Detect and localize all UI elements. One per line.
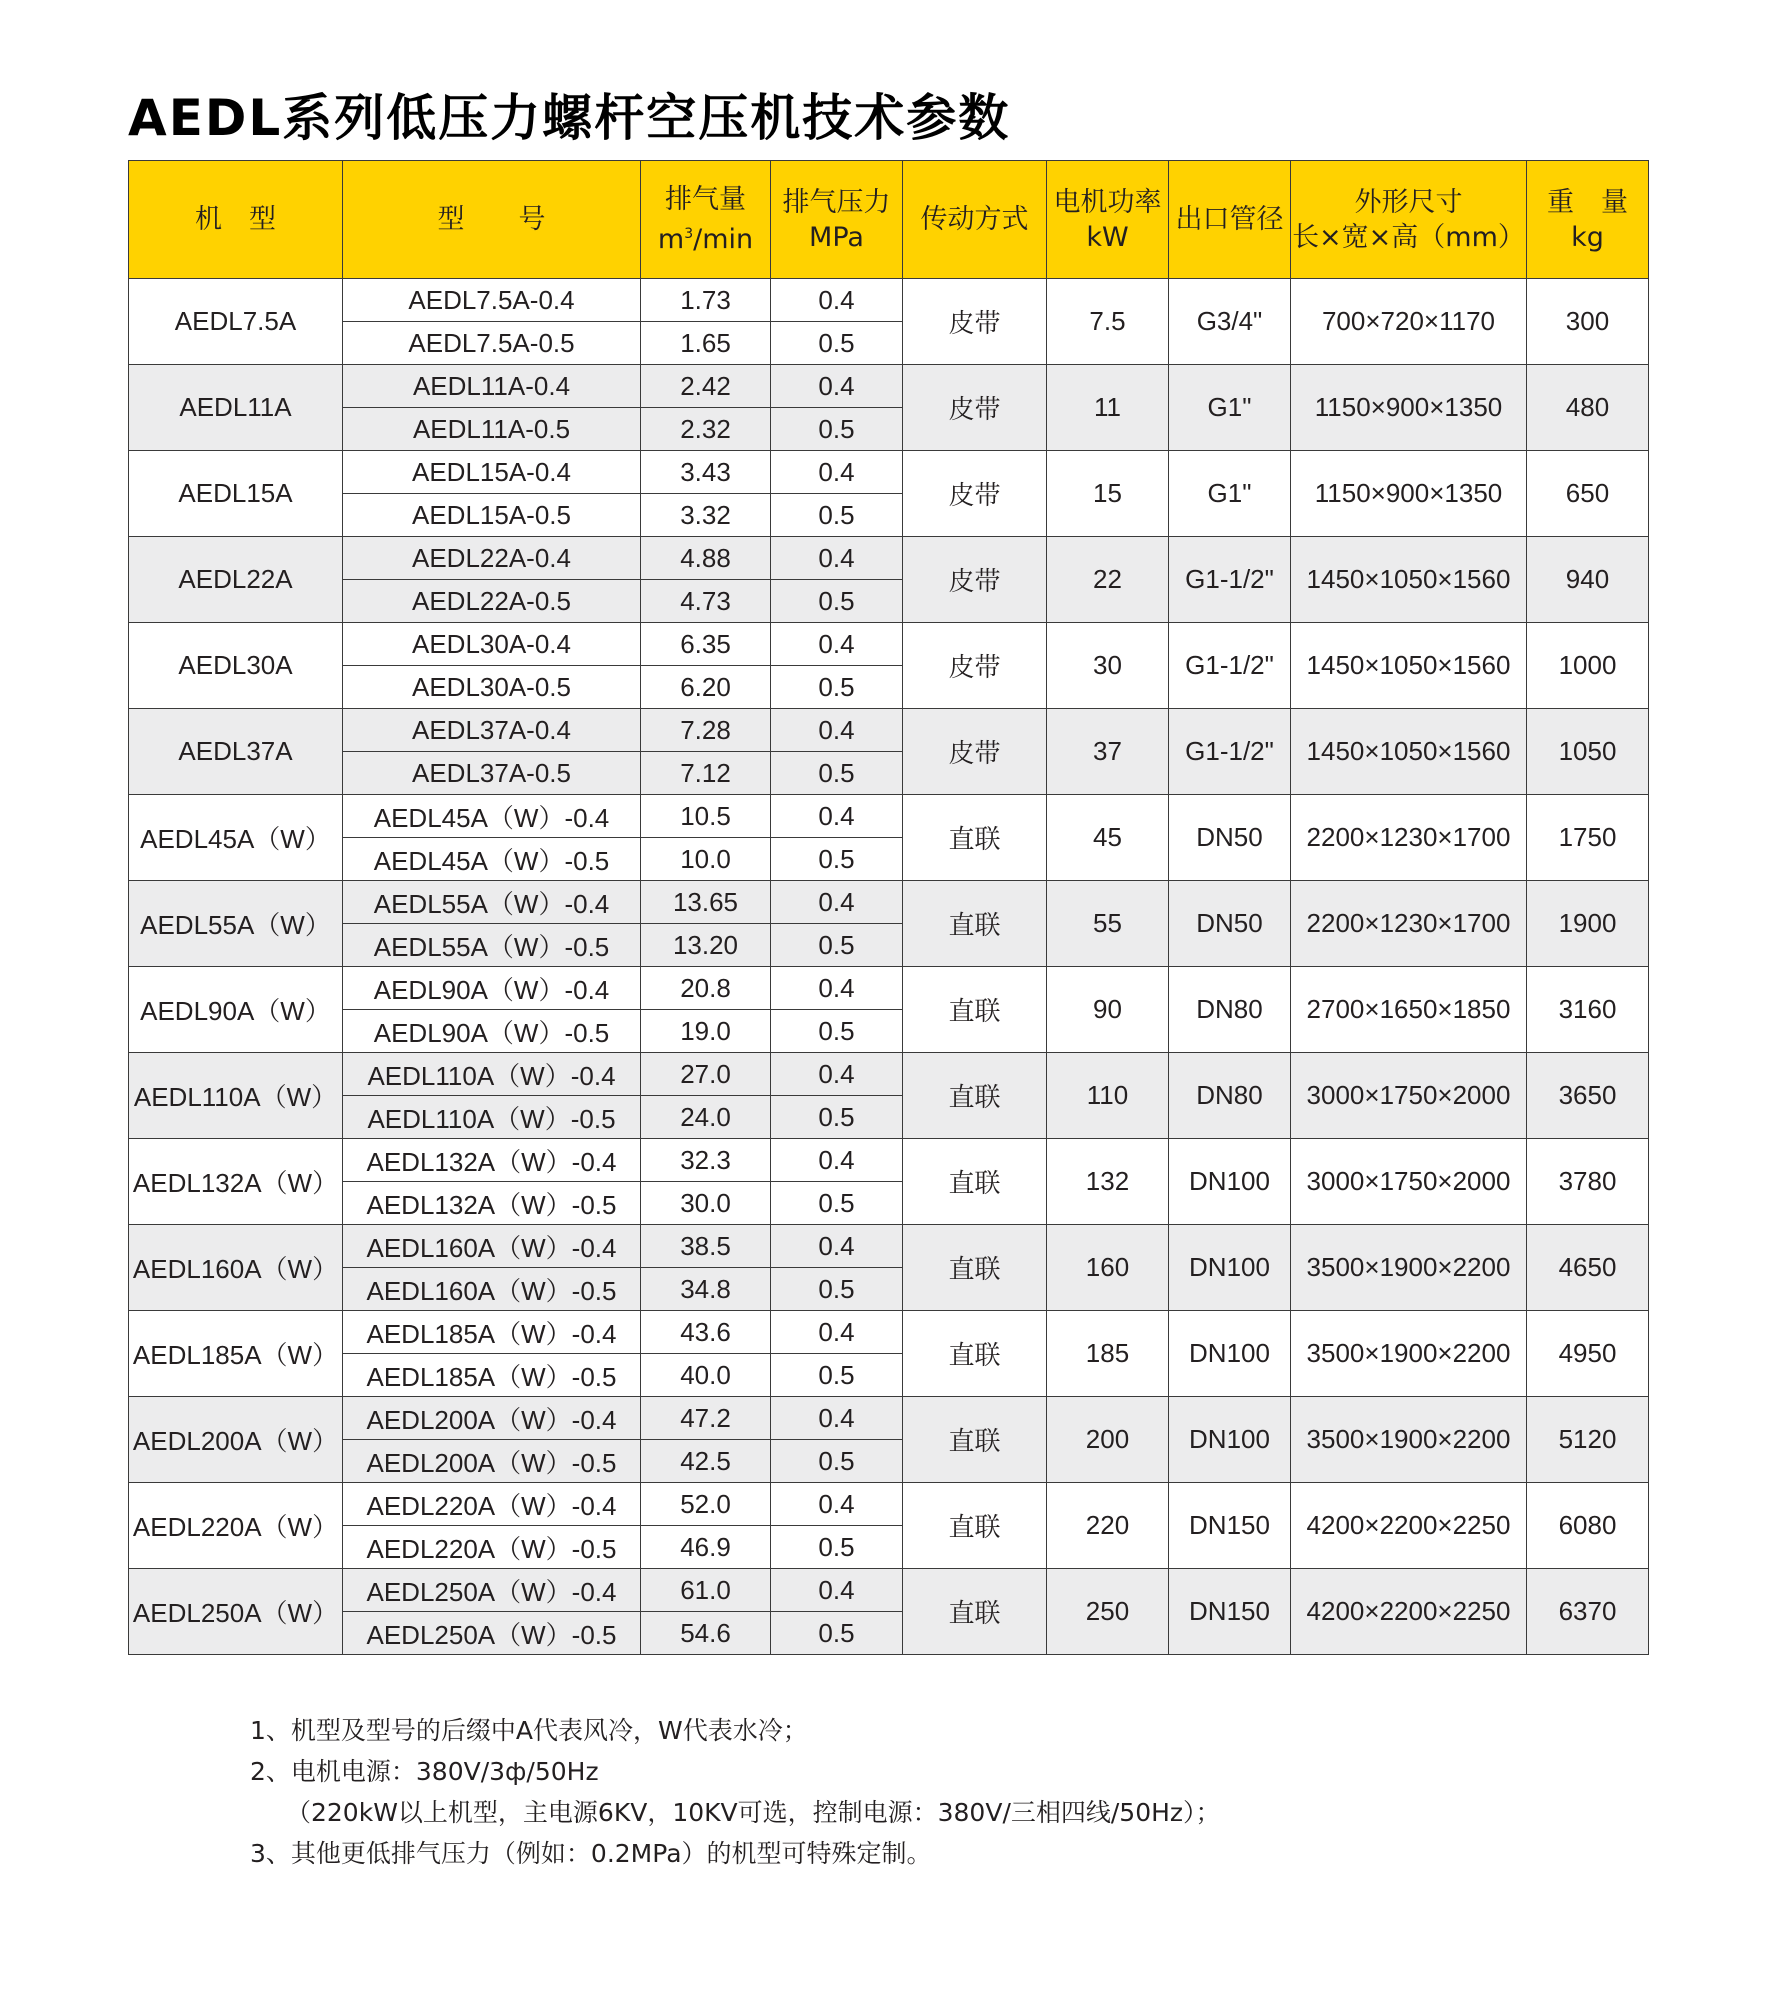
cell-flow: 20.8	[641, 967, 771, 1010]
cell-weight: 940	[1527, 537, 1649, 623]
cell-power: 200	[1047, 1397, 1169, 1483]
cell-weight: 480	[1527, 365, 1649, 451]
cell-flow: 13.20	[641, 924, 771, 967]
table-row	[129, 967, 1649, 1010]
cell-outlet: DN80	[1169, 967, 1291, 1053]
header-machine-label: 机 型	[195, 204, 276, 235]
cell-model: AEDL220A（W）-0.5	[343, 1526, 641, 1569]
cell-pressure: 0.4	[771, 279, 903, 322]
cell-model: AEDL110A（W）-0.5	[343, 1096, 641, 1139]
cell-machine: AEDL45A（W）	[129, 795, 343, 881]
cell-machine: AEDL132A（W）	[129, 1139, 343, 1225]
cell-pressure: 0.5	[771, 752, 903, 795]
cell-model: AEDL185A（W）-0.5	[343, 1354, 641, 1397]
cell-flow: 6.20	[641, 666, 771, 709]
cell-outlet: DN100	[1169, 1311, 1291, 1397]
cell-weight: 6080	[1527, 1483, 1649, 1569]
spec-table-body	[129, 279, 1649, 1655]
header-outlet	[1169, 161, 1291, 279]
cell-outlet: G1"	[1169, 365, 1291, 451]
cell-flow: 2.32	[641, 408, 771, 451]
header-size-label: 外形尺寸	[1354, 186, 1463, 218]
table-row	[129, 1225, 1649, 1268]
cell-power: 15	[1047, 451, 1169, 537]
table-row	[129, 1569, 1649, 1612]
cell-machine: AEDL200A（W）	[129, 1397, 343, 1483]
cell-model: AEDL45A（W）-0.4	[343, 795, 641, 838]
cell-size: 2200×1230×1700	[1291, 795, 1527, 881]
cell-flow: 4.73	[641, 580, 771, 623]
cell-drive: 皮带	[903, 623, 1047, 709]
cell-model: AEDL132A（W）-0.5	[343, 1182, 641, 1225]
cell-flow: 3.32	[641, 494, 771, 537]
cell-weight: 3650	[1527, 1053, 1649, 1139]
cell-drive: 直联	[903, 1397, 1047, 1483]
header-flow-unit-sup: 3	[684, 226, 694, 242]
cell-flow: 52.0	[641, 1483, 771, 1526]
cell-size: 1450×1050×1560	[1291, 623, 1527, 709]
cell-flow: 34.8	[641, 1268, 771, 1311]
cell-flow: 7.12	[641, 752, 771, 795]
cell-power: 45	[1047, 795, 1169, 881]
cell-size: 3000×1750×2000	[1291, 1053, 1527, 1139]
cell-flow: 61.0	[641, 1569, 771, 1612]
cell-pressure: 0.4	[771, 1569, 903, 1612]
header-power-unit: kW	[1086, 221, 1129, 253]
cell-pressure: 0.5	[771, 1354, 903, 1397]
cell-model: AEDL200A（W）-0.5	[343, 1440, 641, 1483]
cell-weight: 1750	[1527, 795, 1649, 881]
table-row	[129, 1311, 1649, 1354]
cell-weight: 1900	[1527, 881, 1649, 967]
cell-model: AEDL7.5A-0.5	[343, 322, 641, 365]
cell-pressure: 0.5	[771, 1182, 903, 1225]
cell-machine: AEDL185A（W）	[129, 1311, 343, 1397]
cell-model: AEDL90A（W）-0.5	[343, 1010, 641, 1053]
cell-flow: 13.65	[641, 881, 771, 924]
cell-model: AEDL55A（W）-0.5	[343, 924, 641, 967]
cell-pressure: 0.5	[771, 666, 903, 709]
cell-machine: AEDL30A	[129, 623, 343, 709]
cell-outlet: DN100	[1169, 1225, 1291, 1311]
cell-machine: AEDL220A（W）	[129, 1483, 343, 1569]
cell-pressure: 0.5	[771, 838, 903, 881]
cell-outlet: G3/4"	[1169, 279, 1291, 365]
cell-outlet: DN80	[1169, 1053, 1291, 1139]
cell-size: 2700×1650×1850	[1291, 967, 1527, 1053]
header-power-label: 电机功率	[1053, 186, 1162, 218]
cell-pressure: 0.5	[771, 1268, 903, 1311]
header-weight-unit: kg	[1571, 221, 1604, 253]
cell-power: 7.5	[1047, 279, 1169, 365]
cell-weight: 650	[1527, 451, 1649, 537]
cell-model: AEDL185A（W）-0.4	[343, 1311, 641, 1354]
cell-machine: AEDL160A（W）	[129, 1225, 343, 1311]
cell-power: 250	[1047, 1569, 1169, 1655]
cell-weight: 3780	[1527, 1139, 1649, 1225]
cell-pressure: 0.4	[771, 709, 903, 752]
cell-model: AEDL45A（W）-0.5	[343, 838, 641, 881]
cell-model: AEDL200A（W）-0.4	[343, 1397, 641, 1440]
cell-power: 110	[1047, 1053, 1169, 1139]
header-flow	[641, 161, 771, 279]
cell-power: 160	[1047, 1225, 1169, 1311]
cell-pressure: 0.5	[771, 494, 903, 537]
note-item: 1、机型及型号的后缀中A代表风冷，W代表水冷；	[250, 1716, 808, 1745]
header-flow-label: 排气量	[665, 184, 746, 215]
cell-outlet: DN50	[1169, 795, 1291, 881]
cell-size: 3500×1900×2200	[1291, 1397, 1527, 1483]
cell-machine: AEDL7.5A	[129, 279, 343, 365]
cell-weight: 1000	[1527, 623, 1649, 709]
cell-power: 37	[1047, 709, 1169, 795]
cell-size: 1450×1050×1560	[1291, 537, 1527, 623]
cell-drive: 皮带	[903, 365, 1047, 451]
table-row	[129, 1139, 1649, 1182]
cell-pressure: 0.5	[771, 1612, 903, 1655]
cell-model: AEDL30A-0.5	[343, 666, 641, 709]
cell-flow: 7.28	[641, 709, 771, 752]
cell-power: 220	[1047, 1483, 1169, 1569]
header-weight-label: 重 量	[1547, 186, 1628, 218]
cell-size: 2200×1230×1700	[1291, 881, 1527, 967]
cell-machine: AEDL55A（W）	[129, 881, 343, 967]
header-machine	[129, 161, 343, 279]
cell-machine: AEDL15A	[129, 451, 343, 537]
cell-weight: 5120	[1527, 1397, 1649, 1483]
cell-model: AEDL7.5A-0.4	[343, 279, 641, 322]
table-row	[129, 623, 1649, 666]
table-row	[129, 881, 1649, 924]
cell-pressure: 0.5	[771, 924, 903, 967]
table-row	[129, 537, 1649, 580]
header-flow-unit-rest: /min	[693, 224, 754, 255]
cell-pressure: 0.4	[771, 537, 903, 580]
note-item: 3、其他更低排气压力（例如：0.2MPa）的机型可特殊定制。	[250, 1839, 932, 1868]
cell-outlet: G1"	[1169, 451, 1291, 537]
cell-pressure: 0.4	[771, 1311, 903, 1354]
cell-flow: 40.0	[641, 1354, 771, 1397]
cell-flow: 1.65	[641, 322, 771, 365]
cell-flow: 54.6	[641, 1612, 771, 1655]
cell-size: 700×720×1170	[1291, 279, 1527, 365]
header-drive-label: 传动方式	[920, 204, 1029, 235]
cell-size: 3000×1750×2000	[1291, 1139, 1527, 1225]
cell-outlet: DN100	[1169, 1397, 1291, 1483]
spec-table	[128, 160, 1649, 1655]
cell-weight: 3160	[1527, 967, 1649, 1053]
cell-weight: 4650	[1527, 1225, 1649, 1311]
header-flow-unit-base: m	[657, 224, 685, 255]
cell-model: AEDL15A-0.4	[343, 451, 641, 494]
cell-outlet: G1-1/2"	[1169, 709, 1291, 795]
table-row	[129, 795, 1649, 838]
header-drive	[903, 161, 1047, 279]
cell-drive: 皮带	[903, 537, 1047, 623]
cell-weight: 6370	[1527, 1569, 1649, 1655]
cell-flow: 42.5	[641, 1440, 771, 1483]
cell-model: AEDL90A（W）-0.4	[343, 967, 641, 1010]
cell-flow: 47.2	[641, 1397, 771, 1440]
cell-drive: 直联	[903, 1053, 1047, 1139]
cell-drive: 直联	[903, 795, 1047, 881]
cell-outlet: DN150	[1169, 1569, 1291, 1655]
cell-flow: 19.0	[641, 1010, 771, 1053]
cell-drive: 直联	[903, 881, 1047, 967]
page-title: AEDL系列低压力螺杆空压机技术参数	[128, 89, 1011, 147]
cell-weight: 4950	[1527, 1311, 1649, 1397]
cell-pressure: 0.4	[771, 1139, 903, 1182]
cell-pressure: 0.4	[771, 365, 903, 408]
cell-pressure: 0.4	[771, 1225, 903, 1268]
table-row	[129, 1053, 1649, 1096]
cell-pressure: 0.5	[771, 408, 903, 451]
header-model	[343, 161, 641, 279]
cell-model: AEDL132A（W）-0.4	[343, 1139, 641, 1182]
cell-flow: 4.88	[641, 537, 771, 580]
cell-flow: 46.9	[641, 1526, 771, 1569]
cell-outlet: DN100	[1169, 1139, 1291, 1225]
cell-pressure: 0.5	[771, 322, 903, 365]
cell-pressure: 0.5	[771, 1010, 903, 1053]
cell-pressure: 0.4	[771, 1397, 903, 1440]
cell-model: AEDL220A（W）-0.4	[343, 1483, 641, 1526]
cell-model: AEDL110A（W）-0.4	[343, 1053, 641, 1096]
cell-pressure: 0.4	[771, 623, 903, 666]
cell-machine: AEDL11A	[129, 365, 343, 451]
cell-model: AEDL30A-0.4	[343, 623, 641, 666]
cell-outlet: DN50	[1169, 881, 1291, 967]
cell-model: AEDL15A-0.5	[343, 494, 641, 537]
cell-model: AEDL160A（W）-0.4	[343, 1225, 641, 1268]
cell-flow: 6.35	[641, 623, 771, 666]
notes	[250, 1710, 1221, 1874]
cell-size: 1150×900×1350	[1291, 451, 1527, 537]
header-row	[129, 161, 1649, 279]
table-row	[129, 709, 1649, 752]
header-size	[1291, 161, 1527, 279]
cell-flow: 24.0	[641, 1096, 771, 1139]
cell-weight: 1050	[1527, 709, 1649, 795]
note-item: 2、电机电源：380V/3ф/50Hz	[250, 1757, 599, 1786]
cell-flow: 10.0	[641, 838, 771, 881]
cell-flow: 10.5	[641, 795, 771, 838]
header-pressure	[771, 161, 903, 279]
cell-outlet: G1-1/2"	[1169, 537, 1291, 623]
cell-model: AEDL160A（W）-0.5	[343, 1268, 641, 1311]
cell-machine: AEDL110A（W）	[129, 1053, 343, 1139]
cell-model: AEDL11A-0.5	[343, 408, 641, 451]
cell-size: 3500×1900×2200	[1291, 1311, 1527, 1397]
cell-size: 3500×1900×2200	[1291, 1225, 1527, 1311]
cell-pressure: 0.5	[771, 1440, 903, 1483]
header-power	[1047, 161, 1169, 279]
header-size-unit: 长×宽×高（mm）	[1292, 221, 1525, 253]
cell-size: 4200×2200×2250	[1291, 1569, 1527, 1655]
cell-flow: 30.0	[641, 1182, 771, 1225]
cell-size: 1150×900×1350	[1291, 365, 1527, 451]
cell-size: 1450×1050×1560	[1291, 709, 1527, 795]
cell-drive: 直联	[903, 1139, 1047, 1225]
cell-power: 11	[1047, 365, 1169, 451]
cell-pressure: 0.4	[771, 967, 903, 1010]
cell-model: AEDL22A-0.5	[343, 580, 641, 623]
cell-model: AEDL22A-0.4	[343, 537, 641, 580]
cell-model: AEDL250A（W）-0.5	[343, 1612, 641, 1655]
header-outlet-label: 出口管径	[1175, 204, 1284, 235]
cell-drive: 皮带	[903, 279, 1047, 365]
cell-flow: 1.73	[641, 279, 771, 322]
table-row	[129, 279, 1649, 322]
cell-pressure: 0.4	[771, 1053, 903, 1096]
cell-outlet: DN150	[1169, 1483, 1291, 1569]
header-pressure-unit: MPa	[809, 221, 864, 253]
cell-outlet: G1-1/2"	[1169, 623, 1291, 709]
cell-model: AEDL55A（W）-0.4	[343, 881, 641, 924]
table-row	[129, 1483, 1649, 1526]
cell-machine: AEDL90A（W）	[129, 967, 343, 1053]
header-weight	[1527, 161, 1649, 279]
cell-flow: 38.5	[641, 1225, 771, 1268]
cell-drive: 直联	[903, 1483, 1047, 1569]
note-item: （220kW以上机型，主电源6KV，10KV可选，控制电源：380V/三相四线/50Hz）；	[286, 1798, 1221, 1827]
cell-power: 132	[1047, 1139, 1169, 1225]
cell-model: AEDL37A-0.5	[343, 752, 641, 795]
cell-pressure: 0.4	[771, 795, 903, 838]
cell-power: 55	[1047, 881, 1169, 967]
cell-size: 4200×2200×2250	[1291, 1483, 1527, 1569]
header-model-label: 型 号	[437, 204, 546, 235]
cell-pressure: 0.4	[771, 1483, 903, 1526]
cell-model: AEDL250A（W）-0.4	[343, 1569, 641, 1612]
cell-flow: 32.3	[641, 1139, 771, 1182]
cell-flow: 27.0	[641, 1053, 771, 1096]
cell-flow: 43.6	[641, 1311, 771, 1354]
cell-drive: 直联	[903, 1225, 1047, 1311]
cell-pressure: 0.4	[771, 451, 903, 494]
cell-drive: 皮带	[903, 709, 1047, 795]
cell-machine: AEDL22A	[129, 537, 343, 623]
cell-drive: 直联	[903, 1311, 1047, 1397]
cell-weight: 300	[1527, 279, 1649, 365]
cell-power: 90	[1047, 967, 1169, 1053]
cell-power: 185	[1047, 1311, 1169, 1397]
cell-model: AEDL11A-0.4	[343, 365, 641, 408]
header-pressure-label: 排气压力	[782, 186, 891, 218]
cell-machine: AEDL250A（W）	[129, 1569, 343, 1655]
cell-machine: AEDL37A	[129, 709, 343, 795]
cell-power: 22	[1047, 537, 1169, 623]
cell-pressure: 0.5	[771, 1096, 903, 1139]
cell-drive: 直联	[903, 1569, 1047, 1655]
table-row	[129, 451, 1649, 494]
cell-drive: 直联	[903, 967, 1047, 1053]
cell-pressure: 0.4	[771, 881, 903, 924]
cell-drive: 皮带	[903, 451, 1047, 537]
cell-model: AEDL37A-0.4	[343, 709, 641, 752]
cell-flow: 2.42	[641, 365, 771, 408]
cell-power: 30	[1047, 623, 1169, 709]
table-row	[129, 365, 1649, 408]
cell-pressure: 0.5	[771, 580, 903, 623]
cell-pressure: 0.5	[771, 1526, 903, 1569]
cell-flow: 3.43	[641, 451, 771, 494]
table-row	[129, 1397, 1649, 1440]
